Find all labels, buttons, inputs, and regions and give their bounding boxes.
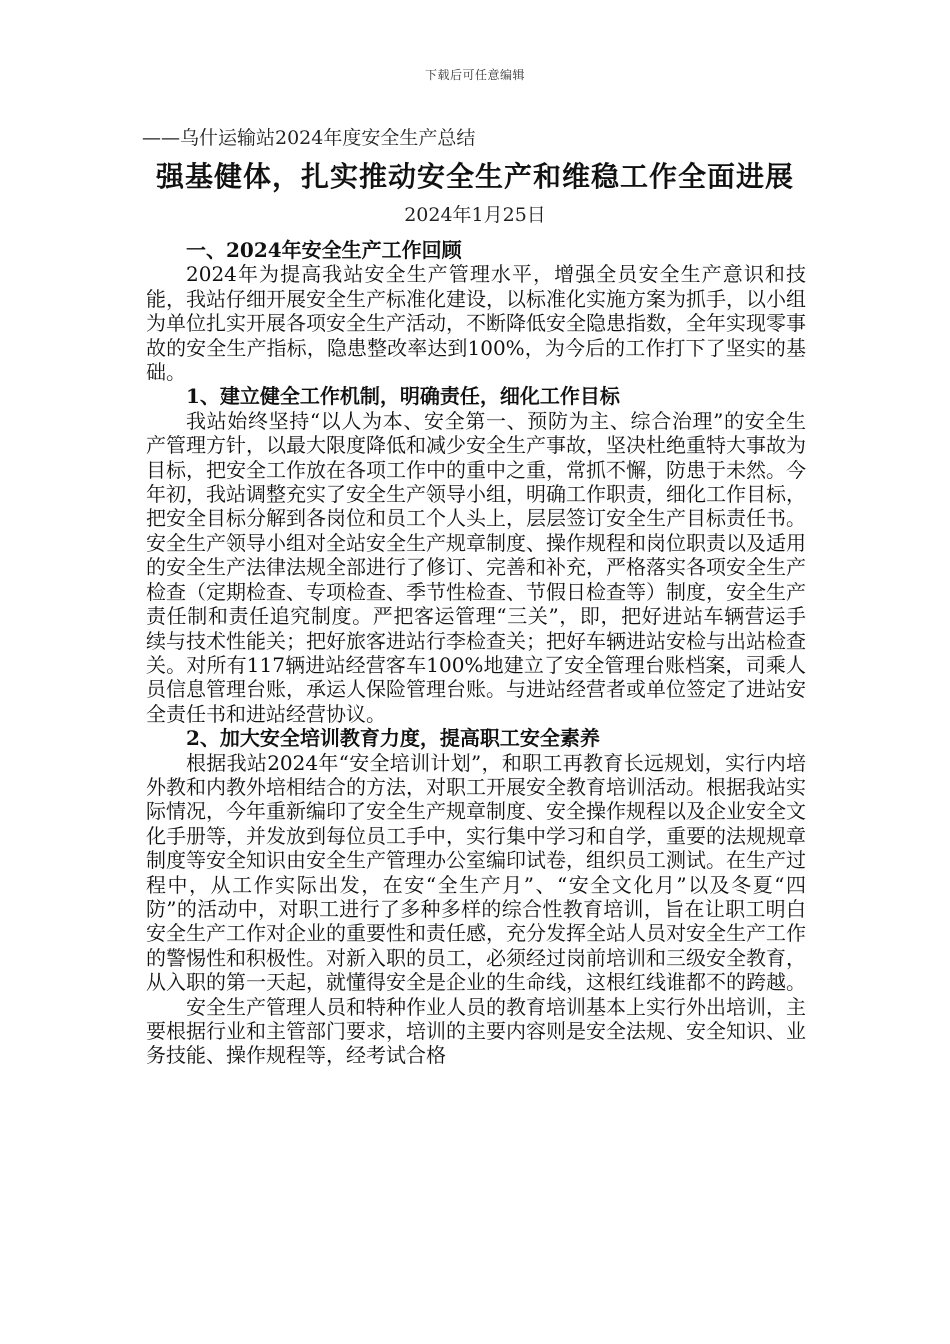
paragraph: 我站始终坚持“以人为本、安全第一、预防为主、综合治理”的安全生产管理方针，以最大限度降低和减少安全生产事故，坚决杜绝重特大事故为目标，把安全工作放在各项工作中的重中之重，常抓不懈，防患于未然。今年初，我站调整充实了安全生产领导小组，明确工作职责，细化工作目标，把安全目标分解到各岗位和员工个人头上，层层签订安全生产目标责任书。安全生产领导小组对全站安全生产规章制度、操作规程和岗位职责以及适用的安全生产法律法规全部进行了修订、完善和补充，严格落实各项安全生产检查（定期检查、专项检查、季节性检查、节假日检查等）制度，安全生产责任制和责任追究制度。严把客运管理“三关”，即，把好进站车辆营运手续与技术性能关；把好旅客进站行李检查关；把好车辆进站安检与出站检查关。对所有117辆进站经营客车100%地建立了安全管理台账档案，司乘人员信息管理台账，承运人保险管理台账。与进站经营者或单位签定了进站安全责任书和进站经营协议。 bbox=[146, 408, 806, 726]
document-subtitle: ——乌什运输站2024年度安全生产总结 bbox=[142, 127, 476, 149]
subsection-heading-2: 2、加大安全培训教育力度，提高职工安全素养 bbox=[186, 726, 600, 751]
paragraph: 安全生产管理人员和特种作业人员的教育培训基本上实行外出培训，主要根据行业和主管部门要求，培训的主要内容则是安全法规、安全知识、业务技能、操作规程等，经考试合格 bbox=[146, 994, 806, 1068]
document-title: 强基健体，扎实推动安全生产和维稳工作全面进展 bbox=[155, 160, 794, 193]
document-body bbox=[146, 238, 806, 1068]
paragraph: 2024年为提高我站安全生产管理水平，增强全员安全生产意识和技能，我站仔细开展安全生产标准化建设，以标准化实施方案为抓手，以小组为单位扎实开展各项安全生产活动，不断降低安全隐患指数，全年实现零事故的安全生产指标，隐患整改率达到100%，为今后的工作打下了坚实的基础。 bbox=[146, 262, 806, 385]
header-note: 下载后可任意编辑 bbox=[424, 68, 525, 82]
section-heading-1: 一、2024年安全生产工作回顾 bbox=[186, 238, 462, 262]
subsection-heading-1: 1、建立健全工作机制，明确责任，细化工作目标 bbox=[186, 384, 620, 409]
paragraph: 根据我站2024年“安全培训计划”，和职工再教育长远规划，实行内培外教和内教外培相结合的方法，对职工开展安全教育培训活动。根据我站实际情况，今年重新编印了安全生产规章制度、安全操作规程以及企业安全文化手册等，并发放到每位员工手中，实行集中学习和自学，重要的法规规章制度等安全知识由安全生产管理办公室编印试卷，组织员工测试。在生产过程中，从工作实际出发，在安“全生产月”、“安全文化月”以及冬夏“四防”的活动中，对职工进行了多种多样的综合性教育培训，旨在让职工明白安全生产工作对企业的重要性和责任感，充分发挥全站人员对安全生产工作的警惕性和积极性。对新入职的员工，必须经过岗前培训和三级安全教育，从入职的第一天起，就懂得安全是企业的生命线，这根红线谁都不的跨越。 bbox=[146, 750, 806, 995]
document-date: 2024年1月25日 bbox=[404, 204, 546, 226]
